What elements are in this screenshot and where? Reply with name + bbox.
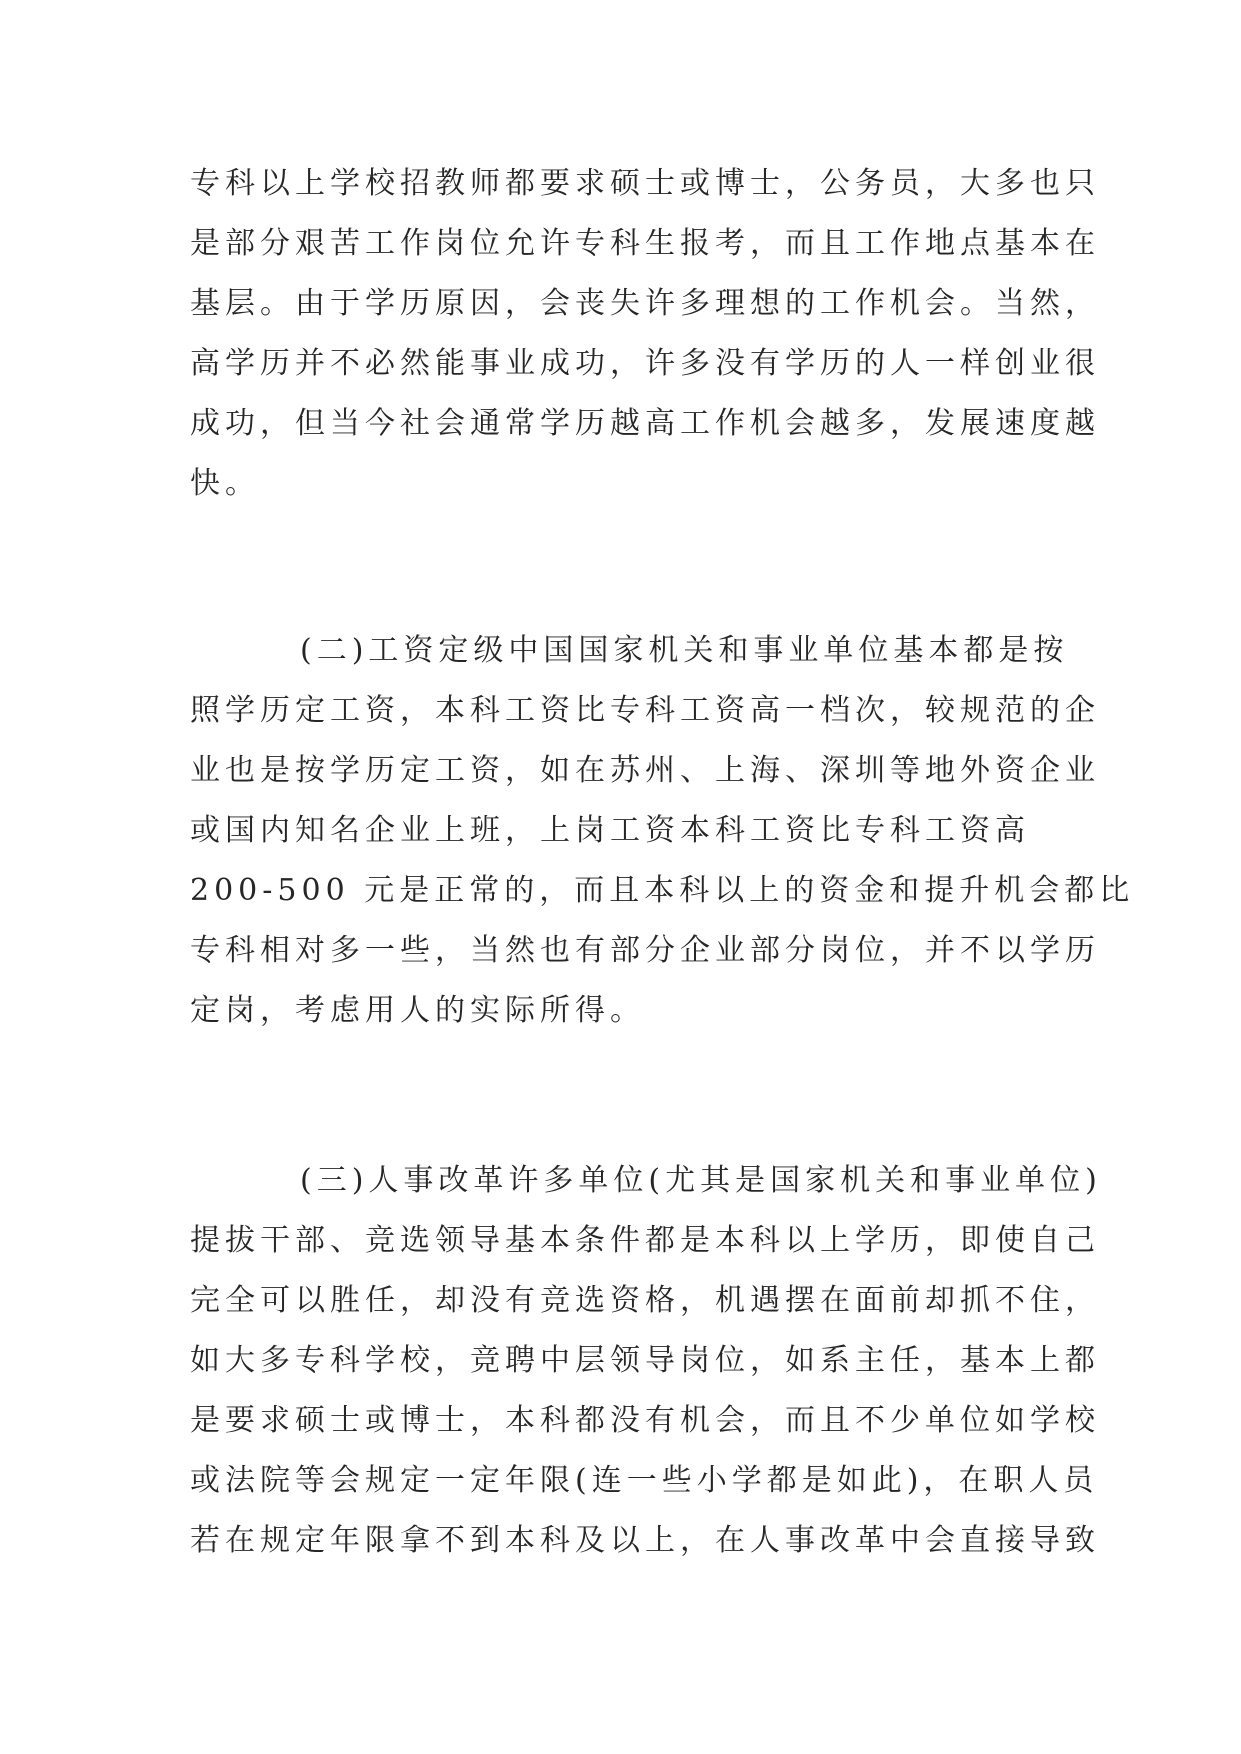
text-line: 提拔干部、竞选领导基本条件都是本科以上学历，即使自己 [190,1223,1100,1258]
text-line: 若在规定年限拿不到本科及以上，在人事改革中会直接导致 [190,1523,1100,1558]
text-line: 快。 [190,466,260,501]
text-line: (三)人事改革许多单位(尤其是国家机关和事业单位) [300,1163,1102,1198]
text-line: 是部分艰苦工作岗位允许专科生报考，而且工作地点基本在 [190,226,1100,261]
text-line: 基层。由于学历原因，会丧失许多理想的工作机会。当然， [190,286,1100,321]
text-line: 200-500 元是正常的，而且本科以上的资金和提升机会都比 [190,873,1135,908]
text-line: 专科以上学校招教师都要求硕士或博士，公务员，大多也只 [190,166,1100,201]
text-line: 成功，但当今社会通常学历越高工作机会越多，发展速度越 [190,406,1100,441]
text-line: 专科相对多一些，当然也有部分企业部分岗位，并不以学历 [190,933,1100,968]
paragraph-education-opportunities [190,154,1100,514]
text-line: 完全可以胜任，却没有竞选资格，机遇摆在面前却抓不住， [190,1283,1100,1318]
text-line: 或法院等会规定一定年限(连一些小学都是如此)，在职人员 [190,1463,1099,1498]
text-line: 照学历定工资，本科工资比专科工资高一档次，较规范的企 [190,693,1100,728]
text-line: 是要求硕士或博士，本科都没有机会，而且不少单位如学校 [190,1403,1100,1438]
text-line: 业也是按学历定工资，如在苏州、上海、深圳等地外资企业 [190,753,1100,788]
paragraph-salary-grading [190,621,1135,1041]
paragraph-personnel-reform [190,1151,1102,1571]
text-line: 高学历并不必然能事业成功，许多没有学历的人一样创业很 [190,346,1100,381]
text-line: 如大多专科学校，竞聘中层领导岗位，如系主任，基本上都 [190,1343,1100,1378]
text-line: (二)工资定级中国国家机关和事业单位基本都是按 [300,633,1069,668]
text-line: 或国内知名企业上班，上岗工资本科工资比专科工资高 [190,813,1030,848]
text-line: 定岗，考虑用人的实际所得。 [190,993,645,1028]
